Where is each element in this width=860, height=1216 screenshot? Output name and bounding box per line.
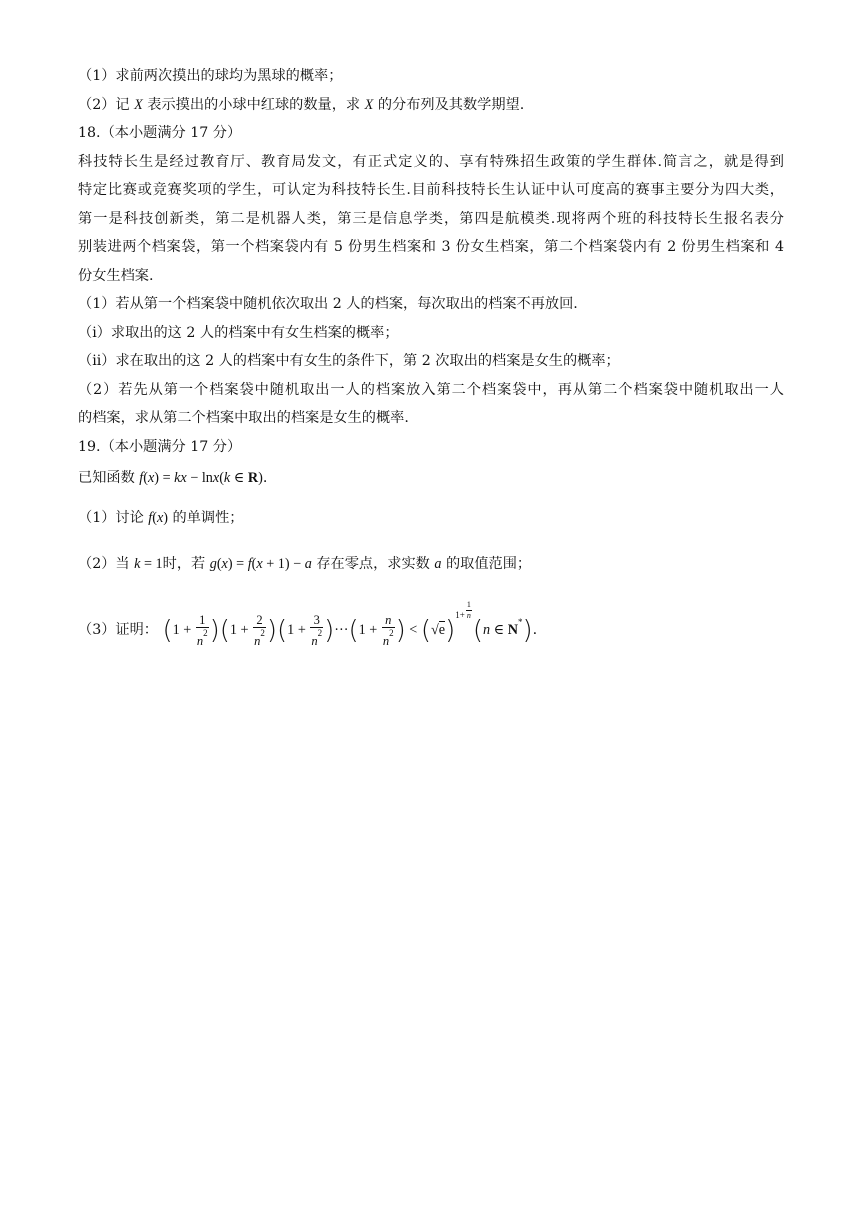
q19-part2-text-a: （2）当	[78, 556, 130, 572]
q19-intro	[78, 461, 784, 495]
exam-page	[78, 62, 784, 649]
q19-part2-text-c: 存在零点，求实数	[316, 556, 430, 572]
q17-part2-text-b: 表示摸出的小球中红球的数量，求	[147, 96, 361, 113]
q17-part2-text-a: （2）记	[78, 96, 130, 113]
q17-part2	[78, 91, 784, 120]
q19-fx: f(x)	[148, 510, 169, 526]
q18-para-line-4: 别装进两个档案袋，第一个档案袋内有 5 份男生档案和 3 份女生档案，第二个档案袋内有 2 份男生档案和 4	[78, 239, 784, 255]
q19-variable-a: a	[434, 556, 442, 572]
q19-intro-text: 已知函数	[78, 470, 135, 486]
q17-variable-x: X	[134, 96, 143, 113]
q18-part1-i: （i）求取出的这 2 人的档案中有女生档案的概率；	[78, 324, 399, 341]
q19-part1	[78, 495, 784, 541]
q19-part3-period: .	[532, 622, 538, 638]
q19-part2-text-b: 时，若	[162, 556, 206, 572]
q19-k-equals-1: k = 1	[134, 556, 163, 572]
q19-part3-text: （3）证明：	[78, 622, 158, 638]
q19-function-definition: f(x) = kx − lnx(k ∈ R)	[139, 470, 263, 486]
q18-heading: 18.（本小题满分 17 分）	[78, 125, 242, 141]
q18-para-line-2: 特定比赛或竞赛奖项的学生，可认定为科技特长生.目前科技特长生认证中认可度高的赛事主要分为四大类，	[78, 182, 784, 198]
q19-intro-period: .	[262, 470, 268, 486]
q19-part3	[78, 587, 784, 649]
q19-inequality: (1 + $\frac{1}{n^2}$ )(1 + $\frac{2}{n^2}$ )(1 + $\frac{3}{n^2}$ )···(1 + $\frac{n}{n^2}$ ) < $(√e)^{1+}$ $\frac{1}{n}$ (n ∈ N*)	[162, 600, 533, 649]
q18-part2-line-2: 的档案，求从第二个档案中取出的档案是女生的概率.	[78, 410, 409, 426]
q19-part2-text-d: 的取值范围；	[445, 556, 532, 572]
q18-part1: （1）若从第一个档案袋中随机依次取出 2 人的档案，每次取出的档案不再放回.	[78, 296, 578, 312]
q19-part1-text-b: 的单调性；	[172, 510, 244, 526]
q19-part1-text-a: （1）讨论	[78, 510, 144, 526]
q18-part2-line-1: （2）若先从第一个档案袋中随机取出一人的档案放入第二个档案袋中，再从第二个档案袋中随机取出一人	[78, 381, 784, 398]
q18-para-line-5: 份女生档案.	[78, 267, 154, 284]
q19-gx-definition: g(x) = f(x + 1) − a	[209, 556, 312, 572]
q19-heading: 19.（本小题满分 17 分）	[78, 438, 242, 455]
q17-part1: （1）求前两次摸出的球均为黑球的概率；	[78, 68, 343, 84]
q19-part2	[78, 541, 784, 587]
q18-para-line-1: 科技特长生是经过教育厅、教育局发文，有正式定义的、享有特殊招生政策的学生群体.简言之，就是得到	[78, 153, 784, 170]
q18-para-line-3: 第一是科技创新类，第二是机器人类，第三是信息学类，第四是航模类.现将两个班的科技特长生报名表分	[78, 210, 784, 227]
q17-part2-text-c: 的分布列及其数学期望.	[377, 96, 525, 113]
q18-part1-ii: （ii）求在取出的这 2 人的档案中有女生的条件下，第 2 次取出的档案是女生的概率；	[78, 353, 620, 369]
q17-variable-x-2: X	[364, 96, 374, 113]
